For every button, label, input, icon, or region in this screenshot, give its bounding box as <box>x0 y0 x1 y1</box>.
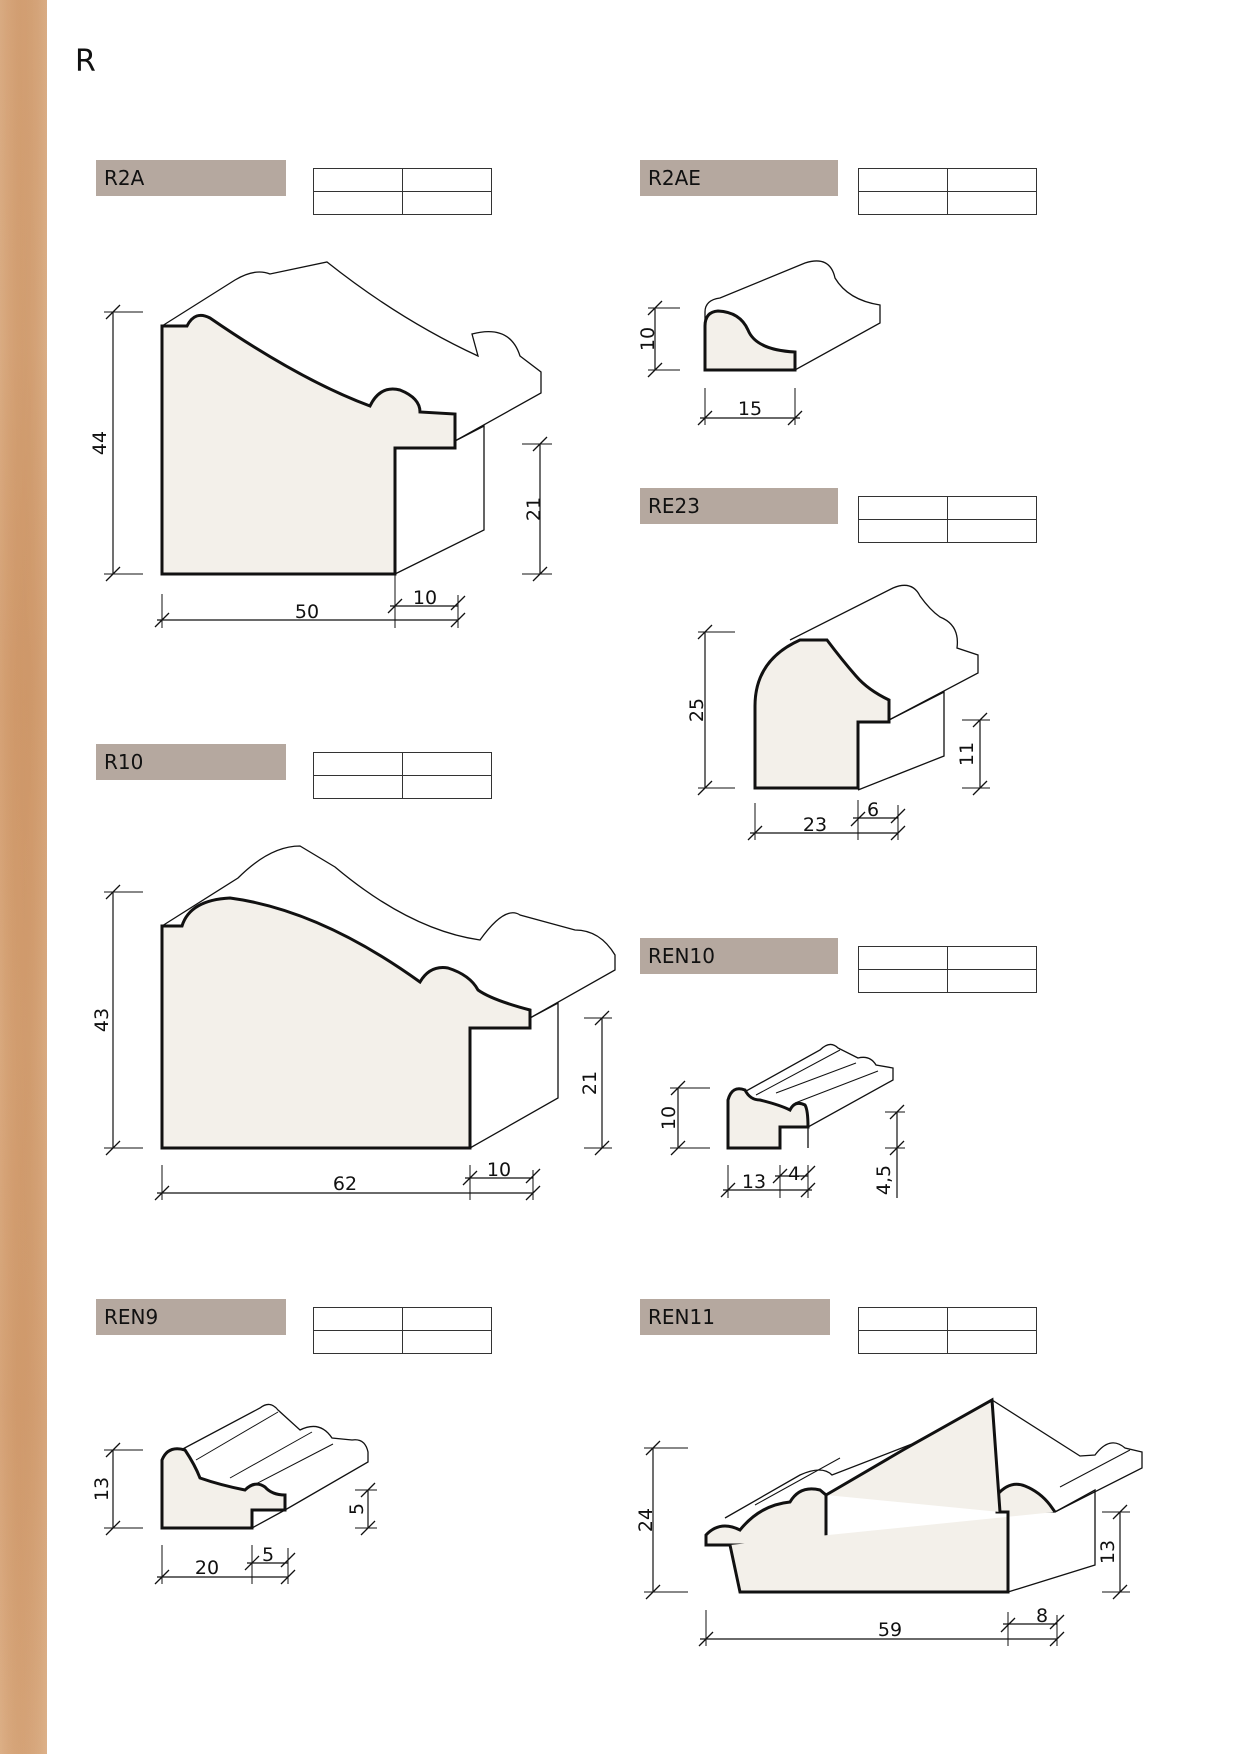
profile-label-ren10: REN10 <box>640 938 838 974</box>
dim-r10-width: 62 <box>332 1173 358 1195</box>
profile-drawing-ren9 <box>104 1404 377 1584</box>
profile-label-r10: R10 <box>96 744 286 780</box>
dim-ren11-rebate-width: 8 <box>1035 1605 1049 1627</box>
profile-drawing-re23 <box>698 585 990 840</box>
profile-drawing-r2ae <box>648 261 880 425</box>
dim-ren9-width: 20 <box>194 1557 220 1579</box>
dim-r10-rebate-height: 21 <box>579 1070 601 1096</box>
dim-r2a-width: 50 <box>294 601 320 623</box>
dim-ren9-rebate-width: 5 <box>261 1544 275 1566</box>
section-letter: R <box>75 44 96 79</box>
profile-drawing-r2a <box>104 262 552 628</box>
dim-r2a-rebate-height: 21 <box>523 496 545 522</box>
dim-re23-rebate-height: 11 <box>956 741 978 767</box>
dim-ren10-width: 13 <box>741 1171 767 1193</box>
dim-ren9-rebate-height: 5 <box>346 1502 368 1516</box>
dim-r2ae-width: 15 <box>737 398 763 420</box>
dim-ren11-height: 24 <box>635 1507 657 1533</box>
dim-ren9-height: 13 <box>91 1476 113 1502</box>
profile-label-re23: RE23 <box>640 488 838 524</box>
profile-label-r2ae: R2AE <box>640 160 838 196</box>
dim-r2ae-height: 10 <box>637 326 659 352</box>
profile-label-r2a: R2A <box>96 160 286 196</box>
dim-re23-height: 25 <box>686 697 708 723</box>
dim-ren10-height: 10 <box>658 1105 680 1131</box>
dim-ren11-rebate-height: 13 <box>1097 1539 1119 1565</box>
profile-drawing-r10 <box>104 846 615 1200</box>
dim-r10-rebate-width: 10 <box>486 1159 512 1181</box>
profile-label-ren11: REN11 <box>640 1299 830 1335</box>
dim-ren10-rebate-width: 4 <box>787 1163 801 1185</box>
dim-re23-rebate-width: 6 <box>866 799 880 821</box>
dim-r2a-rebate-width: 10 <box>412 587 438 609</box>
dim-ren10-rebate-height: 4,5 <box>873 1164 895 1196</box>
dim-ren11-width: 59 <box>877 1619 903 1641</box>
profile-label-ren9: REN9 <box>96 1299 286 1335</box>
dim-re23-width: 23 <box>802 814 828 836</box>
profile-drawing-ren11 <box>644 1400 1142 1646</box>
dim-r10-height: 43 <box>91 1007 113 1033</box>
dim-r2a-height: 44 <box>89 430 111 456</box>
